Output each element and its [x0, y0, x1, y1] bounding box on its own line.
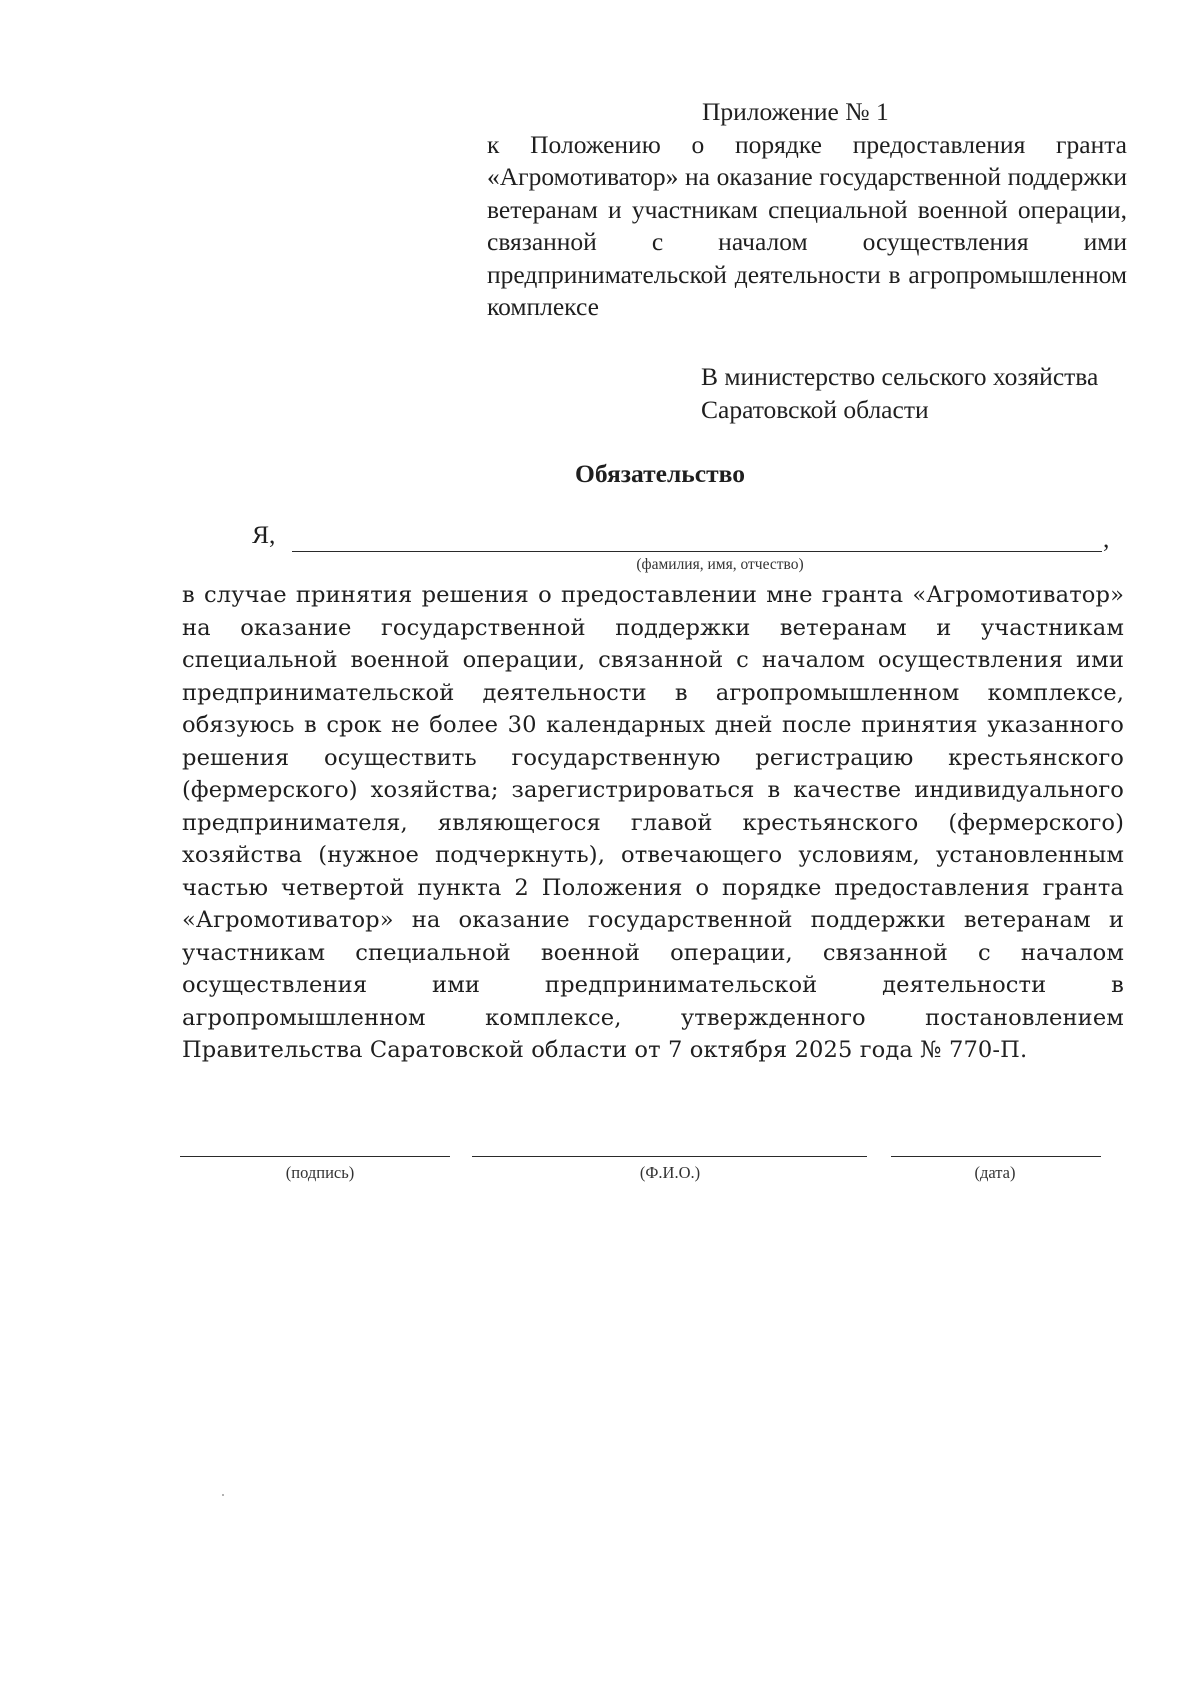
full-name-field[interactable] [472, 1156, 867, 1157]
obligation-body: в случае принятия решения о предоставлении мне гранта «Агромотиватор» на оказание государственной поддержки ветеранам и участникам специальной военной операции, связанной с началом осуществления ими предпринимательской деятельности в агропромышленном комплексе, обязуюсь в срок не более 30 календарных дней после принятия указанного решения осуществить государственную регистрацию крестьянского (фермерского) хозяйства; зарегистрироваться в качестве индивидуального предпринимателя, являющегося главой крестьянского (фермерского) хозяйства (нужное подчеркнуть), отвечающего условиям, установленным частью четвертой пункта 2 Положения о порядке предоставления гранта «Агромотиватор» на оказание государственной поддержки ветеранам и участникам специальной военной операции, связанной с началом осуществления ими предпринимательской деятельности в агропромышленном комплексе, утвержденного постановлением Правительства Саратовской области от 7 октября 2025 года № 770-П. [182, 582, 1124, 1063]
appendix-reference: к Положению о порядке предоставления гранта «Агромотиватор» на оказание государственной поддержки ветеранам и участникам специальной военной операции, связанной с началом осуществления ими предпринимательской деятельности в агропромышленном комплексе [487, 129, 1127, 321]
full-name-caption: (Ф.И.О.) [639, 1163, 701, 1182]
addressee-block [701, 361, 1141, 426]
declarant-suffix: , [1103, 524, 1110, 553]
addressee-line-2: Саратовской области [701, 394, 929, 424]
appendix-title: Приложение № 1 [702, 97, 889, 126]
appendix-header [487, 96, 1127, 324]
signature-caption: (подпись) [285, 1163, 355, 1182]
scan-speck [222, 1494, 224, 1496]
declarant-name-caption: (фамилия, имя, отчество) [636, 556, 804, 573]
date-caption: (дата) [974, 1163, 1016, 1182]
declarant-name-field[interactable] [292, 551, 1102, 552]
addressee-line-1: В министерство сельского хозяйства [701, 362, 1099, 391]
document-title: Обязательство [575, 459, 745, 488]
signature-field[interactable] [180, 1156, 450, 1157]
date-field[interactable] [891, 1156, 1101, 1157]
declarant-prefix: Я, [252, 520, 276, 549]
